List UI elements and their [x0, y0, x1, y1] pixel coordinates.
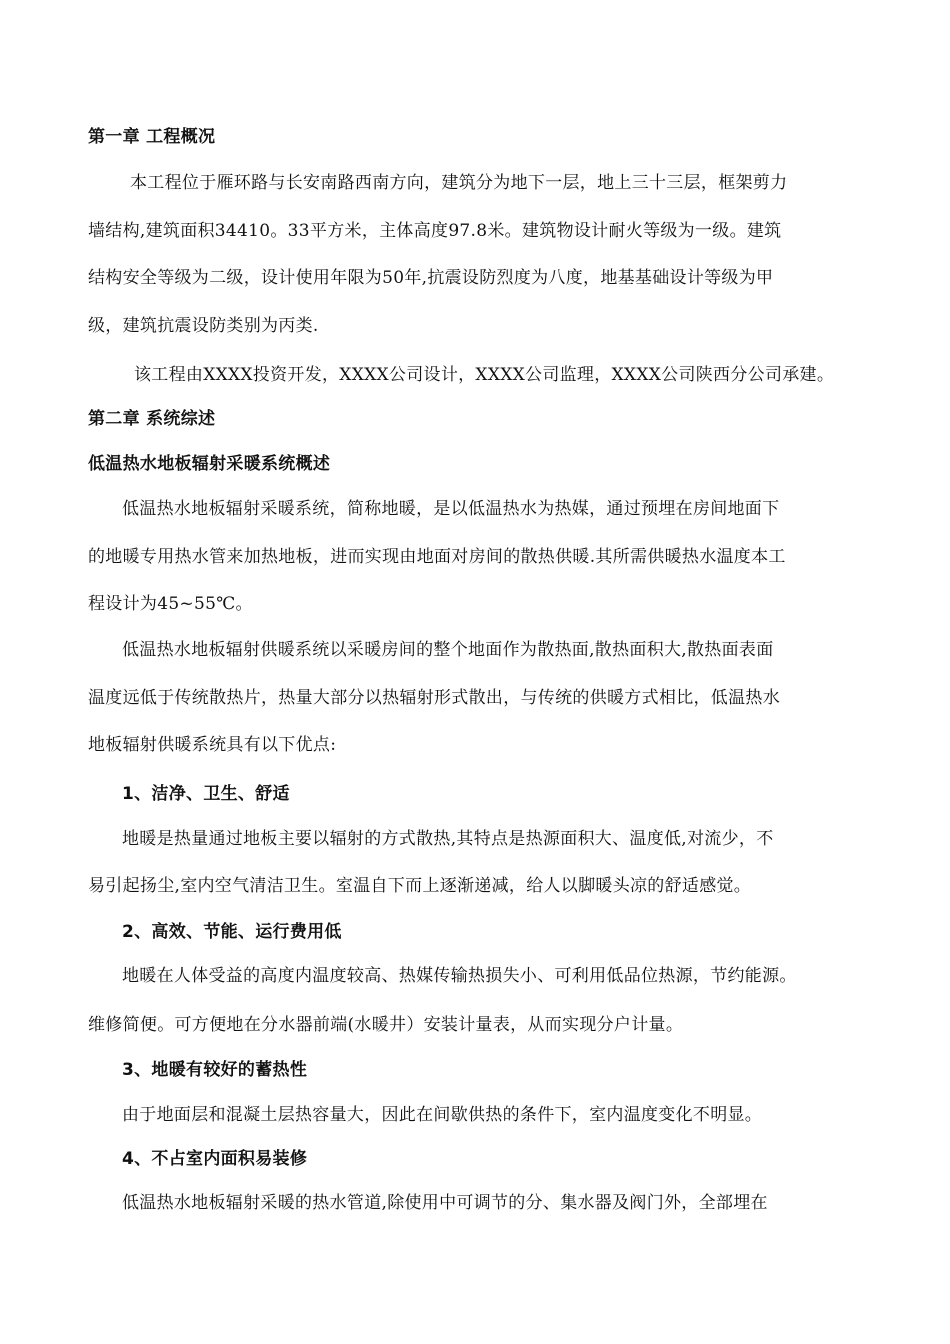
- chapter2-para1-line2: 的地暖专用热水管来加热地板，进而实现由地面对房间的散热供暖.其所需供暖热水温度本工: [88, 547, 786, 567]
- item2-text-line2: 维修简便。可方便地在分水器前端(水暖井）安装计量表，从而实现分户计量。: [88, 1015, 684, 1035]
- chapter2-para1-line3: 程设计为45~55℃。: [88, 594, 253, 614]
- item4-title: 4、不占室内面积易装修: [122, 1149, 308, 1169]
- chapter1-para1-line1: 本工程位于雁环路与长安南路西南方向，建筑分为地下一层，地上三十三层，框架剪力: [130, 173, 788, 193]
- item1-text-line1: 地暖是热量通过地板主要以辐射的方式散热,其特点是热源面积大、温度低,对流少，不: [122, 829, 774, 849]
- chapter2-para1-line1: 低温热水地板辐射采暖系统，简称地暖，是以低温热水为热媒，通过预埋在房间地面下: [122, 499, 780, 519]
- chapter2-subtitle: 低温热水地板辐射采暖系统概述: [88, 454, 331, 474]
- chapter2-para2-line1: 低温热水地板辐射供暖系统以采暖房间的整个地面作为散热面,散热面积大,散热面表面: [122, 640, 774, 660]
- item3-title: 3、地暖有较好的蓄热性: [122, 1060, 308, 1080]
- item4-text: 低温热水地板辐射采暖的热水管道,除使用中可调节的分、集水器及阀门外，全部埋在: [122, 1193, 768, 1213]
- chapter1-para1-line4: 级，建筑抗震设防类别为丙类.: [88, 316, 319, 336]
- chapter1-para2: 该工程由XXXX投资开发，XXXX公司设计，XXXX公司监理，XXXX公司陕西分公司承建。: [134, 365, 835, 385]
- chapter1-para1-line3: 结构安全等级为二级，设计使用年限为50年,抗震设防烈度为八度，地基基础设计等级为甲: [88, 268, 774, 288]
- chapter1-para1-line2: 墙结构,建筑面积34410。33平方米，主体高度97.8米。建筑物设计耐火等级为一级。建筑: [88, 221, 782, 241]
- item1-title: 1、洁净、卫生、舒适: [122, 784, 290, 804]
- chapter1-title: 第一章 工程概况: [88, 127, 216, 147]
- chapter2-title: 第二章 系统综述: [88, 409, 216, 429]
- item2-title: 2、高效、节能、运行费用低: [122, 922, 342, 942]
- item3-text: 由于地面层和混凝土层热容量大，因此在间歇供热的条件下，室内温度变化不明显。: [122, 1105, 763, 1125]
- item2-text-line1: 地暖在人体受益的高度内温度较高、热媒传输热损失小、可利用低品位热源，节约能源。: [122, 966, 797, 986]
- item1-text-line2: 易引起扬尘,室内空气清洁卫生。室温自下而上逐渐递减，给人以脚暖头凉的舒适感觉。: [88, 876, 752, 896]
- chapter2-para2-line3: 地板辐射供暖系统具有以下优点:: [88, 735, 337, 755]
- chapter2-para2-line2: 温度远低于传统散热片，热量大部分以热辐射形式散出，与传统的供暖方式相比，低温热水: [88, 688, 780, 708]
